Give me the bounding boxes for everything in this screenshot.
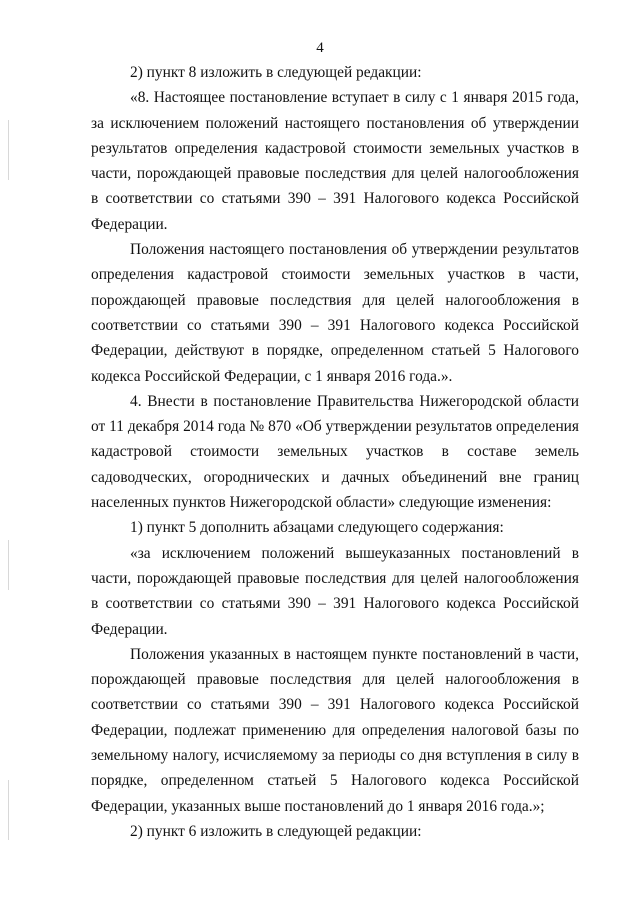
paragraph-item-5-text: «за исключением положений вышеуказанных постановлений в части, порождающей правовые последствия для целей налогообложения в соответствии со статьями 390 – 391 Налогового кодекса Российской Федерации. (91, 544, 579, 638)
paragraph-item-8-intro: 2) пункт 8 изложить в следующей редакции: (130, 64, 422, 81)
scan-edge-mark-bottom (8, 780, 9, 840)
paragraph-section-4: 4. Внести в постановление Правительства Нижегородской области от 11 декабря 2014 года № 870 «Об утверждении результатов определения кадастровой стоимости земельных участков в составе земель садоводческих, огороднических и дачных объединений вне границ населенных пунктов Нижегородской области» следующие изменения: (91, 392, 579, 512)
document-body (91, 60, 579, 844)
page-number: 4 (316, 40, 324, 56)
scan-edge-mark-top (8, 120, 9, 180)
paragraph-item-8-provisions: Положения настоящего постановления об утверждении результатов определения кадастровой стоимости земельных участков в части, порождающей правовые последствия для целей налогообложения в соответствии со статьями 390 – 391 Налогового кодекса Российской Федерации, действуют в порядке, определенном статьей 5 Налогового кодекса Российской Федерации, с 1 января 2016 года.». (91, 241, 579, 385)
paragraph-item-5-intro: 1) пункт 5 дополнить абзацами следующего содержания: (130, 519, 504, 537)
paragraph-item-8-text: «8. Настоящее постановление вступает в силу с 1 января 2015 года, за исключением положений настоящего постановления об утверждении результатов определения кадастровой стоимости земельных участков в части, порождающей правовые последствия для целей налогообложения в соответствии со статьями 390 – 391 Налогового кодекса Российской Федерации. (91, 89, 579, 233)
scan-edge-mark-mid (8, 540, 9, 590)
paragraph-item-6-intro: 2) пункт 6 изложить в следующей редакции: (130, 822, 422, 840)
paragraph-item-5-provisions: Положения указанных в настоящем пункте постановлений в части, порождающей правовые последствия для целей налогообложения в соответствии со статьями 390 – 391 Налогового кодекса Российской Федерации, подлежат применению для определения налоговой базы по земельному налогу, исчисляемому за периоды со дня вступления в силу в порядке, определенном статьей 5 Налогового кодекса Российской Федерации, указанных выше постановлений до 1 января 2016 года.»; (91, 645, 579, 815)
